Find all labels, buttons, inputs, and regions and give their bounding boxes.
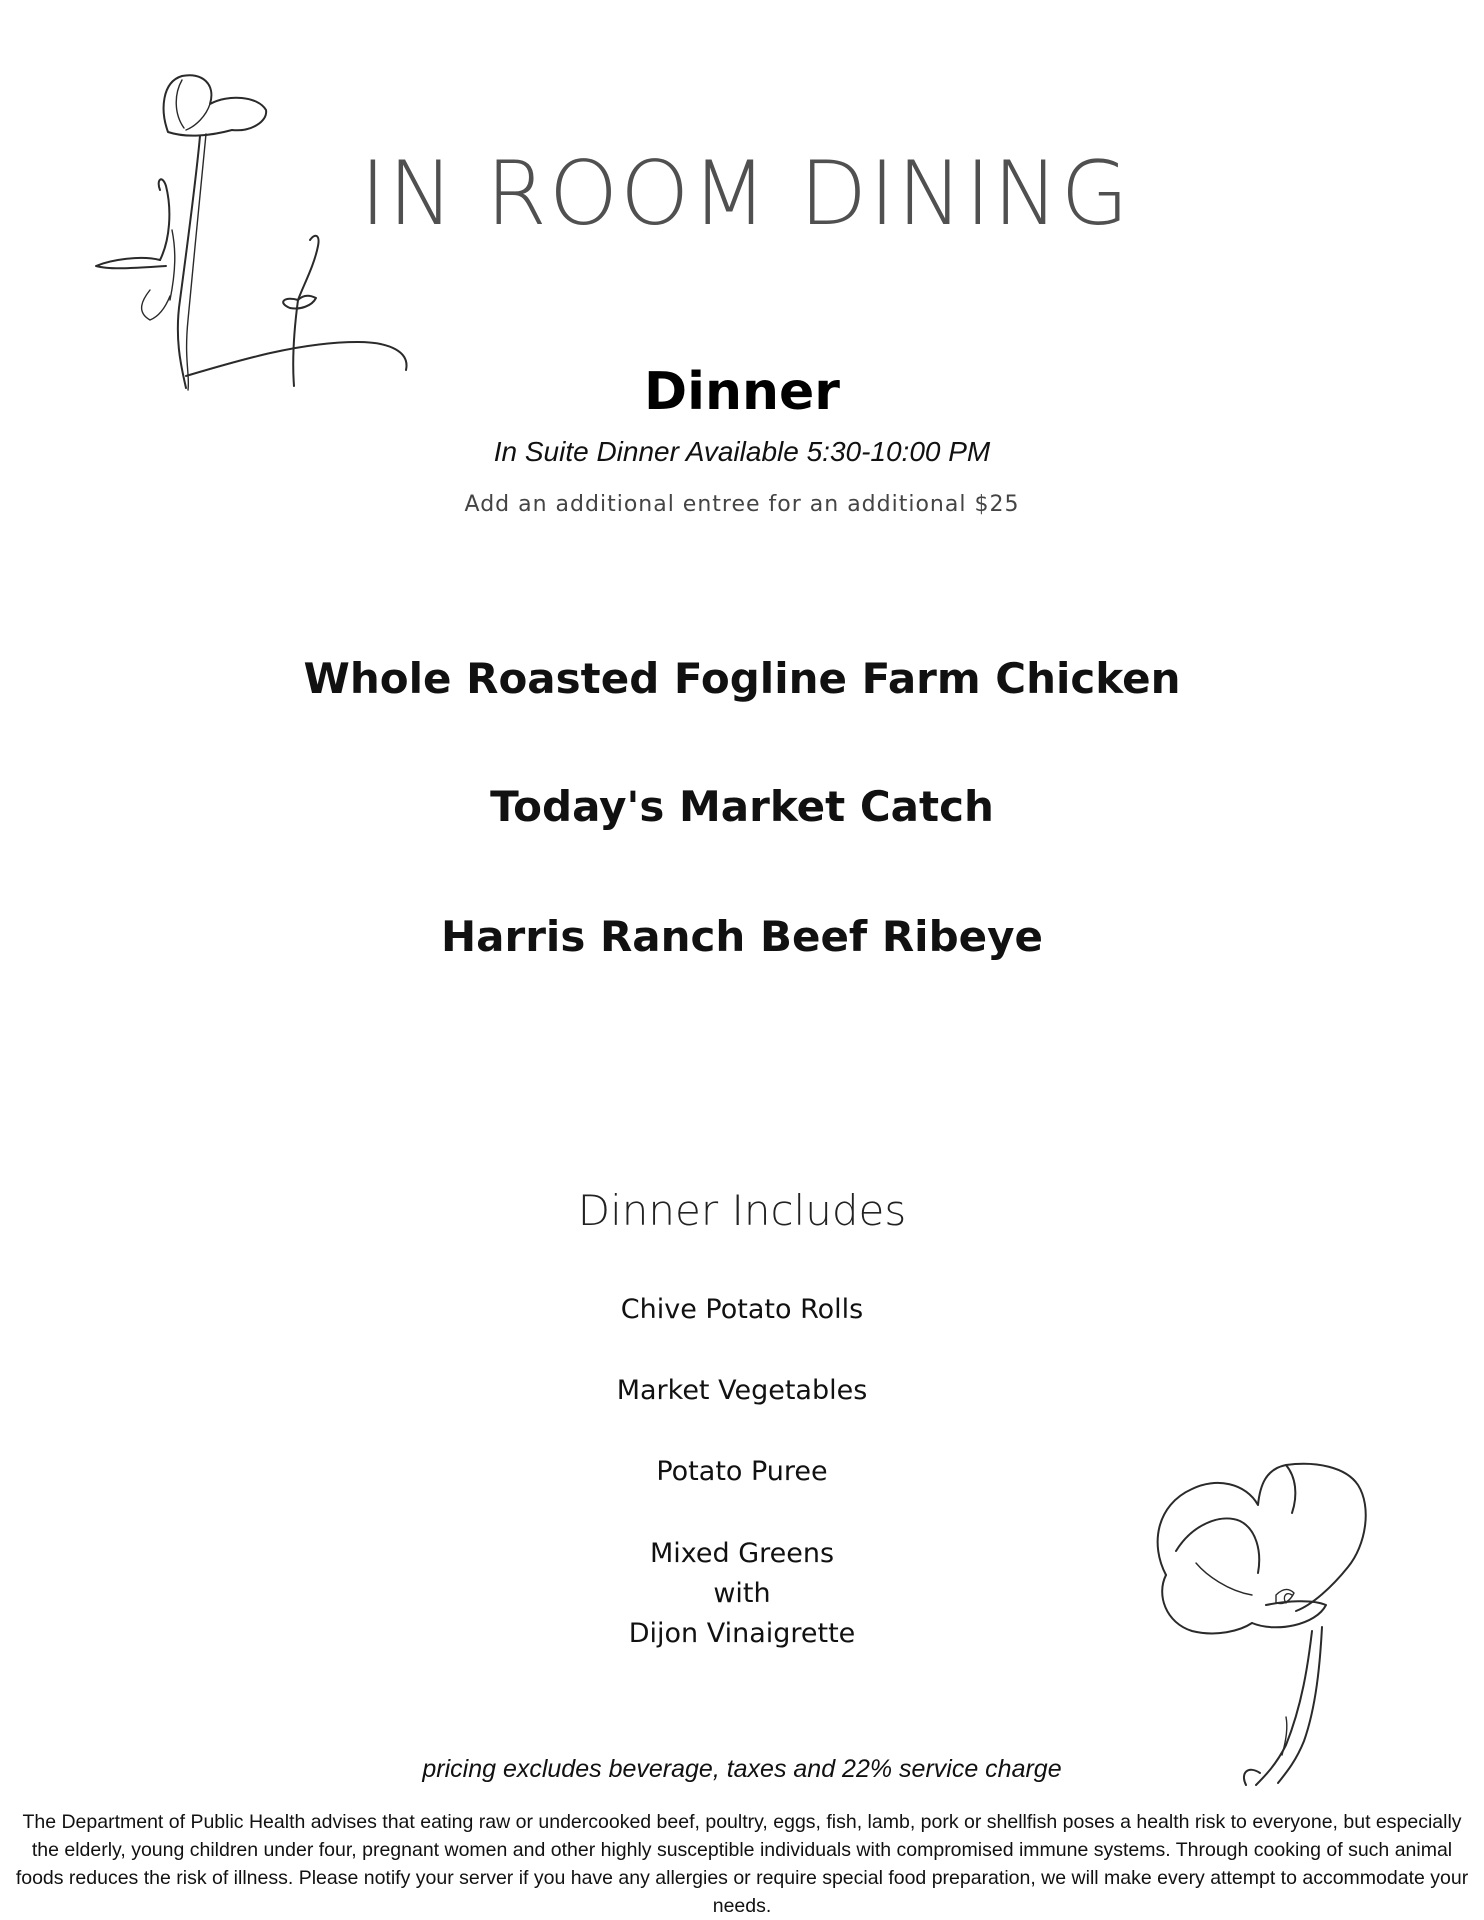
pricing-note: pricing excludes beverage, taxes and 22% service charge xyxy=(422,1755,1062,1783)
include-item: Mixed Greens xyxy=(649,1538,835,1569)
include-item: Dijon Vinaigrette xyxy=(628,1618,856,1649)
entree-market-catch: Today's Market Catch xyxy=(490,782,994,831)
entree-ribeye: Harris Ranch Beef Ribeye xyxy=(441,912,1043,961)
dinner-heading: Dinner xyxy=(644,362,840,422)
page-title: IN ROOM DINING xyxy=(360,142,1131,245)
include-item: Potato Puree xyxy=(656,1456,828,1487)
include-item: Chive Potato Rolls xyxy=(620,1294,864,1325)
entree-chicken: Whole Roasted Fogline Farm Chicken xyxy=(303,654,1181,703)
dinner-hours: In Suite Dinner Available 5:30-10:00 PM xyxy=(493,436,991,467)
additional-entree-note: Add an additional entree for an additional $25 xyxy=(464,492,1020,517)
include-item: Market Vegetables xyxy=(616,1375,868,1406)
poppy-bloom-line-drawing-icon xyxy=(1136,1455,1386,1795)
dinner-includes-heading: Dinner Includes xyxy=(577,1186,907,1235)
health-disclaimer: The Department of Public Health advises that eating raw or undercooked beef, poultry, eggs, fish, lamb, pork or shellfish poses a health risk to everyone, but especially the elderly, young children under four, pregnant women and other highly susceptible individuals with compromised immune systems. Through cooking of such animal foods reduces the risk of illness. Please notify your server if you have any allergies or require special food preparation, we will make every attempt to accommodate your needs. xyxy=(15,1811,1469,1917)
include-item: with xyxy=(713,1578,771,1609)
